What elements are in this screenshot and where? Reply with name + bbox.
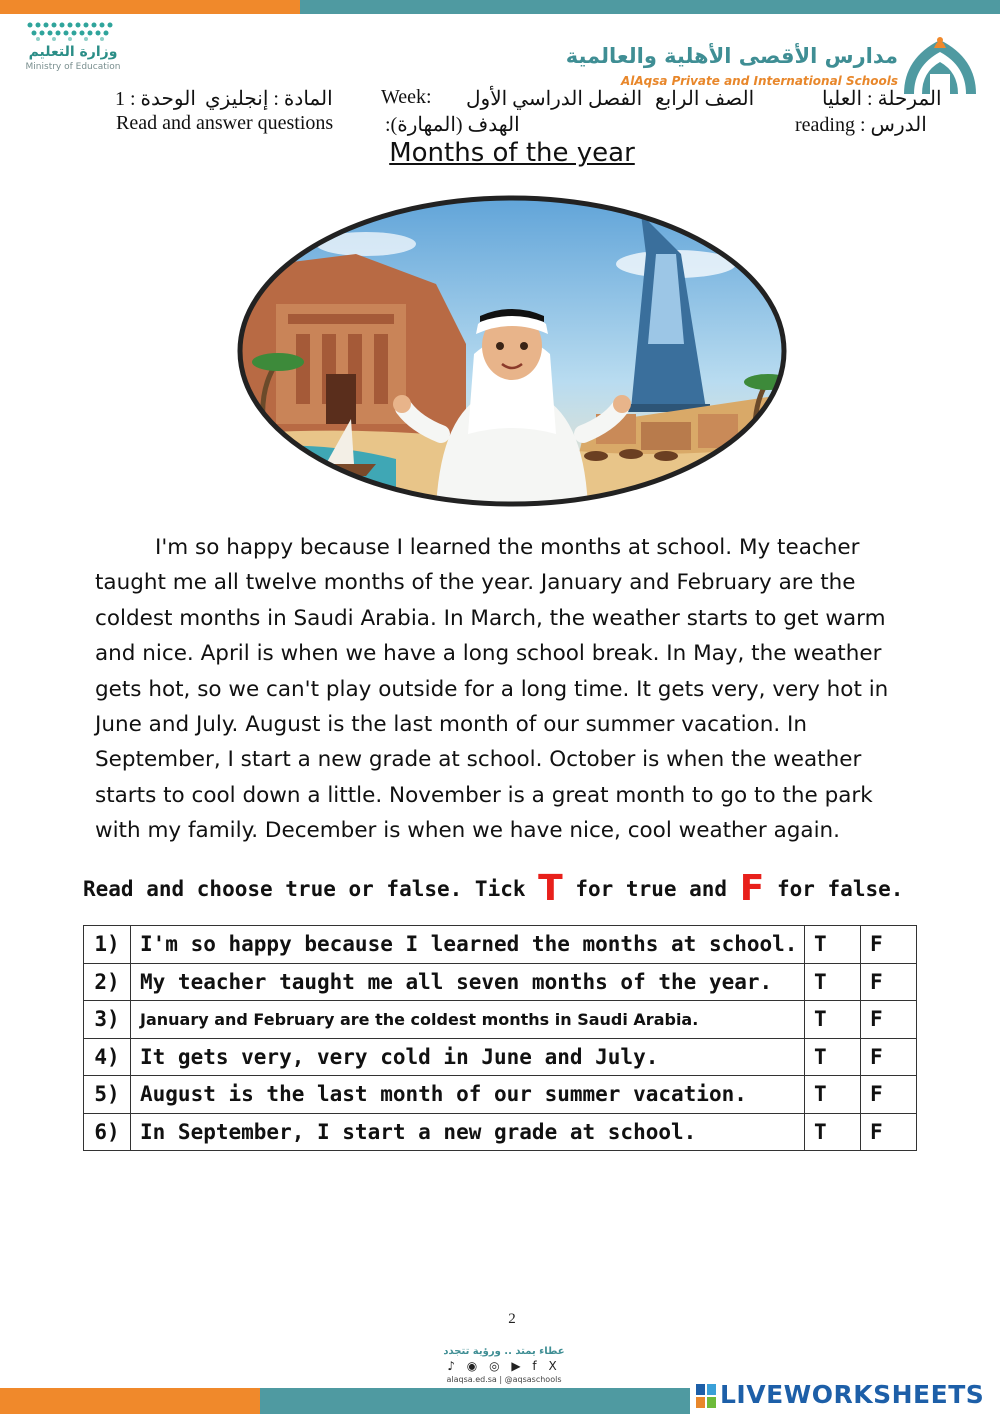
false-letter: F [739, 868, 765, 909]
question-number: 6) [84, 1113, 131, 1151]
false-option[interactable]: F [861, 1038, 917, 1076]
question-statement: In September, I start a new grade at school. [131, 1113, 805, 1151]
reading-passage [95, 530, 925, 849]
lesson-label: الدرس : reading [795, 114, 927, 136]
illustration-image [236, 194, 788, 508]
unit-label: الوحدة : 1 [115, 88, 196, 110]
false-option[interactable]: F [861, 963, 917, 1001]
stage-label: المرحلة : العليا [822, 88, 942, 110]
footer-url: alaqsa.ed.sa | @aqsaschools [446, 1375, 562, 1384]
question-statement: It gets very, very cold in June and July. [131, 1038, 805, 1076]
top-bar-orange [0, 0, 300, 14]
objective-text: Read and answer questions [116, 112, 334, 134]
top-bar-teal [300, 0, 1000, 14]
question-statement: I'm so happy because I learned the months at school. [131, 926, 805, 964]
school-name-ar: مدارس الأقصى الأهلية والعالمية [565, 44, 898, 68]
instruction-part3: for false. [764, 877, 904, 901]
question-number: 4) [84, 1038, 131, 1076]
footer-slogan: عطاء يمتد .. ورؤية تتجدد [443, 1346, 565, 1357]
passage-text: I'm so happy because I learned the months at school. My teacher taught me all twelve months of the year. January and February are the coldest months in Saudi Arabia. In March, the weather starts to get warm and nice. April is when we have a long school break. In May, the weather gets hot, so we can't play outside for a long time. It gets very, very hot in June and July. August is the last month of our summer vacation. In September, I start a new grade at school. October is when the weather starts to cool down a little. November is a great month to go to the park with my family. December is when we have nice, cool weather again. [95, 535, 889, 844]
instruction [83, 868, 903, 909]
instruction-part2: for true and [562, 877, 740, 901]
grade-label: الصف الرابع [655, 88, 755, 110]
liveworksheets-logo [690, 1378, 1000, 1414]
bottom-bar-orange [0, 1388, 260, 1414]
true-option[interactable]: T [805, 1001, 861, 1039]
question-statement: August is the last month of our summer vacation. [131, 1076, 805, 1114]
true-letter: T [538, 868, 563, 909]
semester-label: الفصل الدراسي الأول [466, 88, 643, 110]
liveworksheets-text: LIVEWORKSHEETS [720, 1380, 985, 1409]
question-number: 2) [84, 963, 131, 1001]
school-logo [565, 14, 990, 88]
true-option[interactable]: T [805, 1113, 861, 1151]
question-number: 3) [84, 1001, 131, 1039]
true-false-table [83, 925, 917, 1151]
table-row [84, 963, 917, 1001]
week-label: Week: [381, 86, 432, 108]
subject-label: المادة : إنجليزي [205, 88, 333, 110]
false-option[interactable]: F [861, 926, 917, 964]
objective-label: الهدف (المهارة): [385, 114, 520, 136]
true-option[interactable]: T [805, 1038, 861, 1076]
true-option[interactable]: T [805, 926, 861, 964]
false-option[interactable]: F [861, 1113, 917, 1151]
ministry-name-en: Ministry of Education [25, 62, 121, 72]
footer [412, 1346, 596, 1386]
ministry-name-ar: وزارة التعليم [28, 44, 118, 60]
false-option[interactable]: F [861, 1076, 917, 1114]
table-row [84, 1038, 917, 1076]
social-icons[interactable]: ♪ ◉ ◎ ▶ f X [447, 1359, 561, 1373]
ministry-logo [18, 18, 128, 70]
instruction-part1: Read and choose true or false. Tick [83, 877, 539, 901]
question-statement: January and February are the coldest months in Saudi Arabia. [131, 1001, 805, 1039]
table-row [84, 1076, 917, 1114]
page-number: 2 [508, 1311, 516, 1327]
page-title: Months of the year [389, 138, 635, 168]
true-option[interactable]: T [805, 1076, 861, 1114]
question-number: 1) [84, 926, 131, 964]
table-row [84, 1001, 917, 1039]
true-option[interactable]: T [805, 963, 861, 1001]
false-option[interactable]: F [861, 1001, 917, 1039]
table-row [84, 1113, 917, 1151]
question-statement: My teacher taught me all seven months of the year. [131, 963, 805, 1001]
school-name-en: AlAqsa Private and International Schools [620, 74, 898, 88]
question-number: 5) [84, 1076, 131, 1114]
liveworksheets-badge-icon [696, 1384, 716, 1408]
ministry-logo-icon [20, 20, 120, 42]
table-row [84, 926, 917, 964]
